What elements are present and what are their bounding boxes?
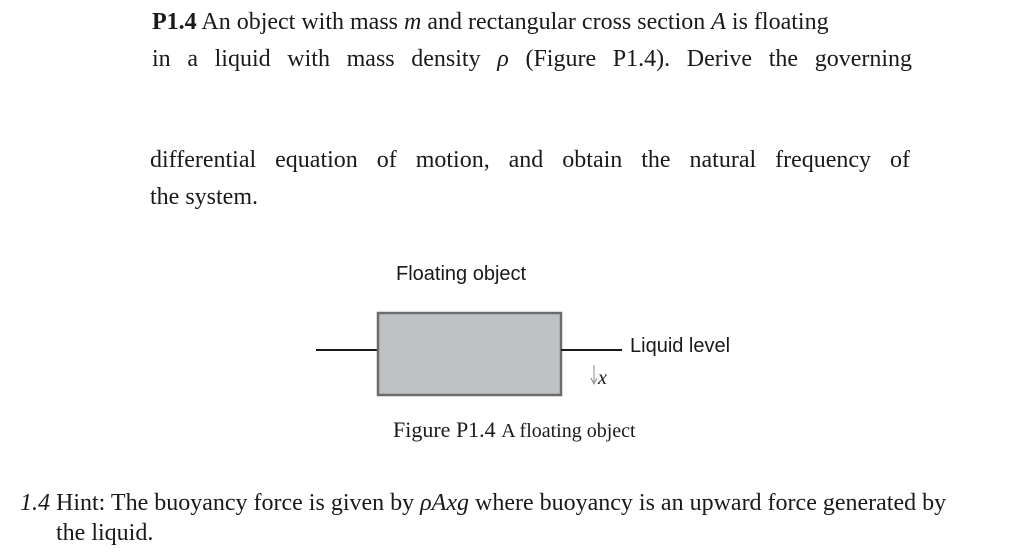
figure-caption	[393, 417, 636, 443]
problem-statement-part2	[150, 142, 910, 216]
buoyancy-formula: ρAxg	[420, 490, 469, 516]
problem-line-2	[152, 41, 912, 78]
hint-line-1	[20, 488, 1034, 518]
hint-text: where buoyancy is an upward force generated by	[468, 490, 947, 516]
figure-diagram	[300, 255, 780, 405]
caption-text: A floating object	[501, 420, 636, 442]
problem-number: P1.4	[152, 9, 197, 35]
density-variable: ρ	[497, 46, 509, 72]
problem-statement-part1	[152, 4, 912, 78]
displacement-variable: x	[598, 367, 607, 389]
problem-line-1	[152, 4, 912, 41]
mass-variable: m	[404, 9, 422, 35]
hint-paragraph	[20, 488, 1034, 548]
problem-text: and rectangular cross section	[421, 9, 712, 35]
floating-object-block	[378, 313, 561, 395]
problem-text: An object with mass	[201, 9, 404, 35]
caption-number: Figure P1.4	[393, 417, 496, 442]
hint-text: Hint: The buoyancy force is given by	[50, 490, 421, 516]
liquid-level-label: Liquid level	[630, 335, 731, 357]
problem-text: in a liquid with mass density	[152, 46, 498, 72]
problem-text: (Figure P1.4). Derive the governing	[508, 46, 912, 72]
hint-number: 1.4	[20, 490, 50, 516]
floating-object-label: Floating object	[396, 263, 527, 285]
problem-line-4: the system.	[150, 184, 258, 210]
hint-line-2: the liquid.	[56, 520, 154, 546]
problem-line-3: differential equation of motion, and obtain the natural frequency of	[150, 147, 910, 173]
area-variable: A	[711, 9, 726, 35]
problem-text: is floating	[725, 9, 829, 35]
floating-object-figure	[300, 255, 780, 405]
